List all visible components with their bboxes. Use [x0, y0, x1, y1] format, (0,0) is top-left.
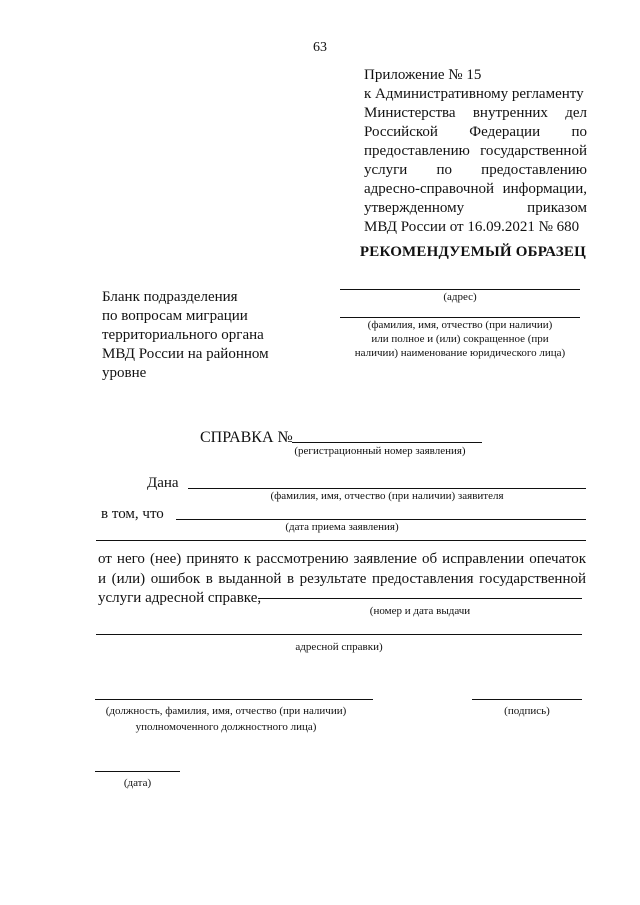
address-caption: (адрес) [443, 291, 477, 303]
appendix-line: Российской Федерации по [364, 124, 587, 140]
addressee-caption [330, 318, 590, 360]
addressee-caption-line: наличии) наименование юридического лица) [354, 347, 566, 359]
that-label: в том, что [101, 506, 164, 522]
appendix-line: утвержденному приказом [364, 200, 587, 216]
appendix-line: услуги по предоставлению [364, 162, 587, 178]
page-number: 63 [313, 40, 327, 55]
addressee-caption-line: или полное и (или) сокращенное (при [371, 333, 549, 345]
date-line[interactable] [95, 771, 180, 772]
position-line[interactable] [95, 699, 373, 700]
separator-line [96, 540, 586, 541]
certificate-details-line-2[interactable] [96, 634, 582, 635]
blank-header-line: Бланк подразделения [102, 289, 238, 305]
appendix-block [364, 66, 587, 237]
certificate-details-line[interactable] [258, 598, 582, 599]
applicant-name-caption: (фамилия, имя, отчество (при наличии) заявителя [270, 490, 504, 502]
blank-header-line: МВД России на районном [102, 346, 269, 362]
signature-caption: (подпись) [504, 705, 550, 717]
position-caption-2: уполномоченного должностного лица) [135, 721, 317, 733]
blank-header-line: территориального органа [102, 327, 264, 343]
addressee-caption-line: (фамилия, имя, отчество (при наличии) [367, 319, 553, 331]
application-date-caption: (дата приема заявления) [285, 521, 399, 533]
signature-line[interactable] [472, 699, 582, 700]
certificate-details-caption: (номер и дата выдачи [369, 605, 471, 617]
appendix-line: предоставлению государственной [364, 143, 587, 159]
appendix-line: адресно-справочной информации, [364, 181, 587, 197]
certificate-title: СПРАВКА № [200, 429, 293, 446]
appendix-regulation: к Административному регламенту [364, 86, 584, 102]
sample-title: РЕКОМЕНДУЕМЫЙ ОБРАЗЕЦ [359, 244, 586, 260]
certificate-details-caption-2: адресной справки) [295, 641, 383, 653]
body-line: и (или) ошибок в выданной в результате предоставления государственной [98, 570, 586, 587]
issued-label: Дана [147, 475, 179, 491]
body-text [98, 550, 586, 609]
blank-header [102, 288, 302, 383]
registration-number-caption: (регистрационный номер заявления) [294, 445, 466, 457]
appendix-line: Министерства внутренних дел [364, 105, 587, 121]
appendix-order: МВД России от 16.09.2021 № 680 [364, 219, 580, 235]
registration-number-line[interactable] [292, 442, 482, 443]
blank-header-line: по вопросам миграции [102, 308, 248, 324]
body-line: от него (нее) принято к рассмотрению заявление об исправлении опечаток [98, 551, 586, 567]
appendix-number: Приложение № 15 [364, 67, 482, 83]
position-caption: (должность, фамилия, имя, отчество (при наличии) [105, 705, 347, 717]
date-caption: (дата) [123, 777, 152, 789]
blank-header-line: уровне [102, 365, 147, 381]
body-line: услуги адресной справке, [98, 590, 262, 606]
